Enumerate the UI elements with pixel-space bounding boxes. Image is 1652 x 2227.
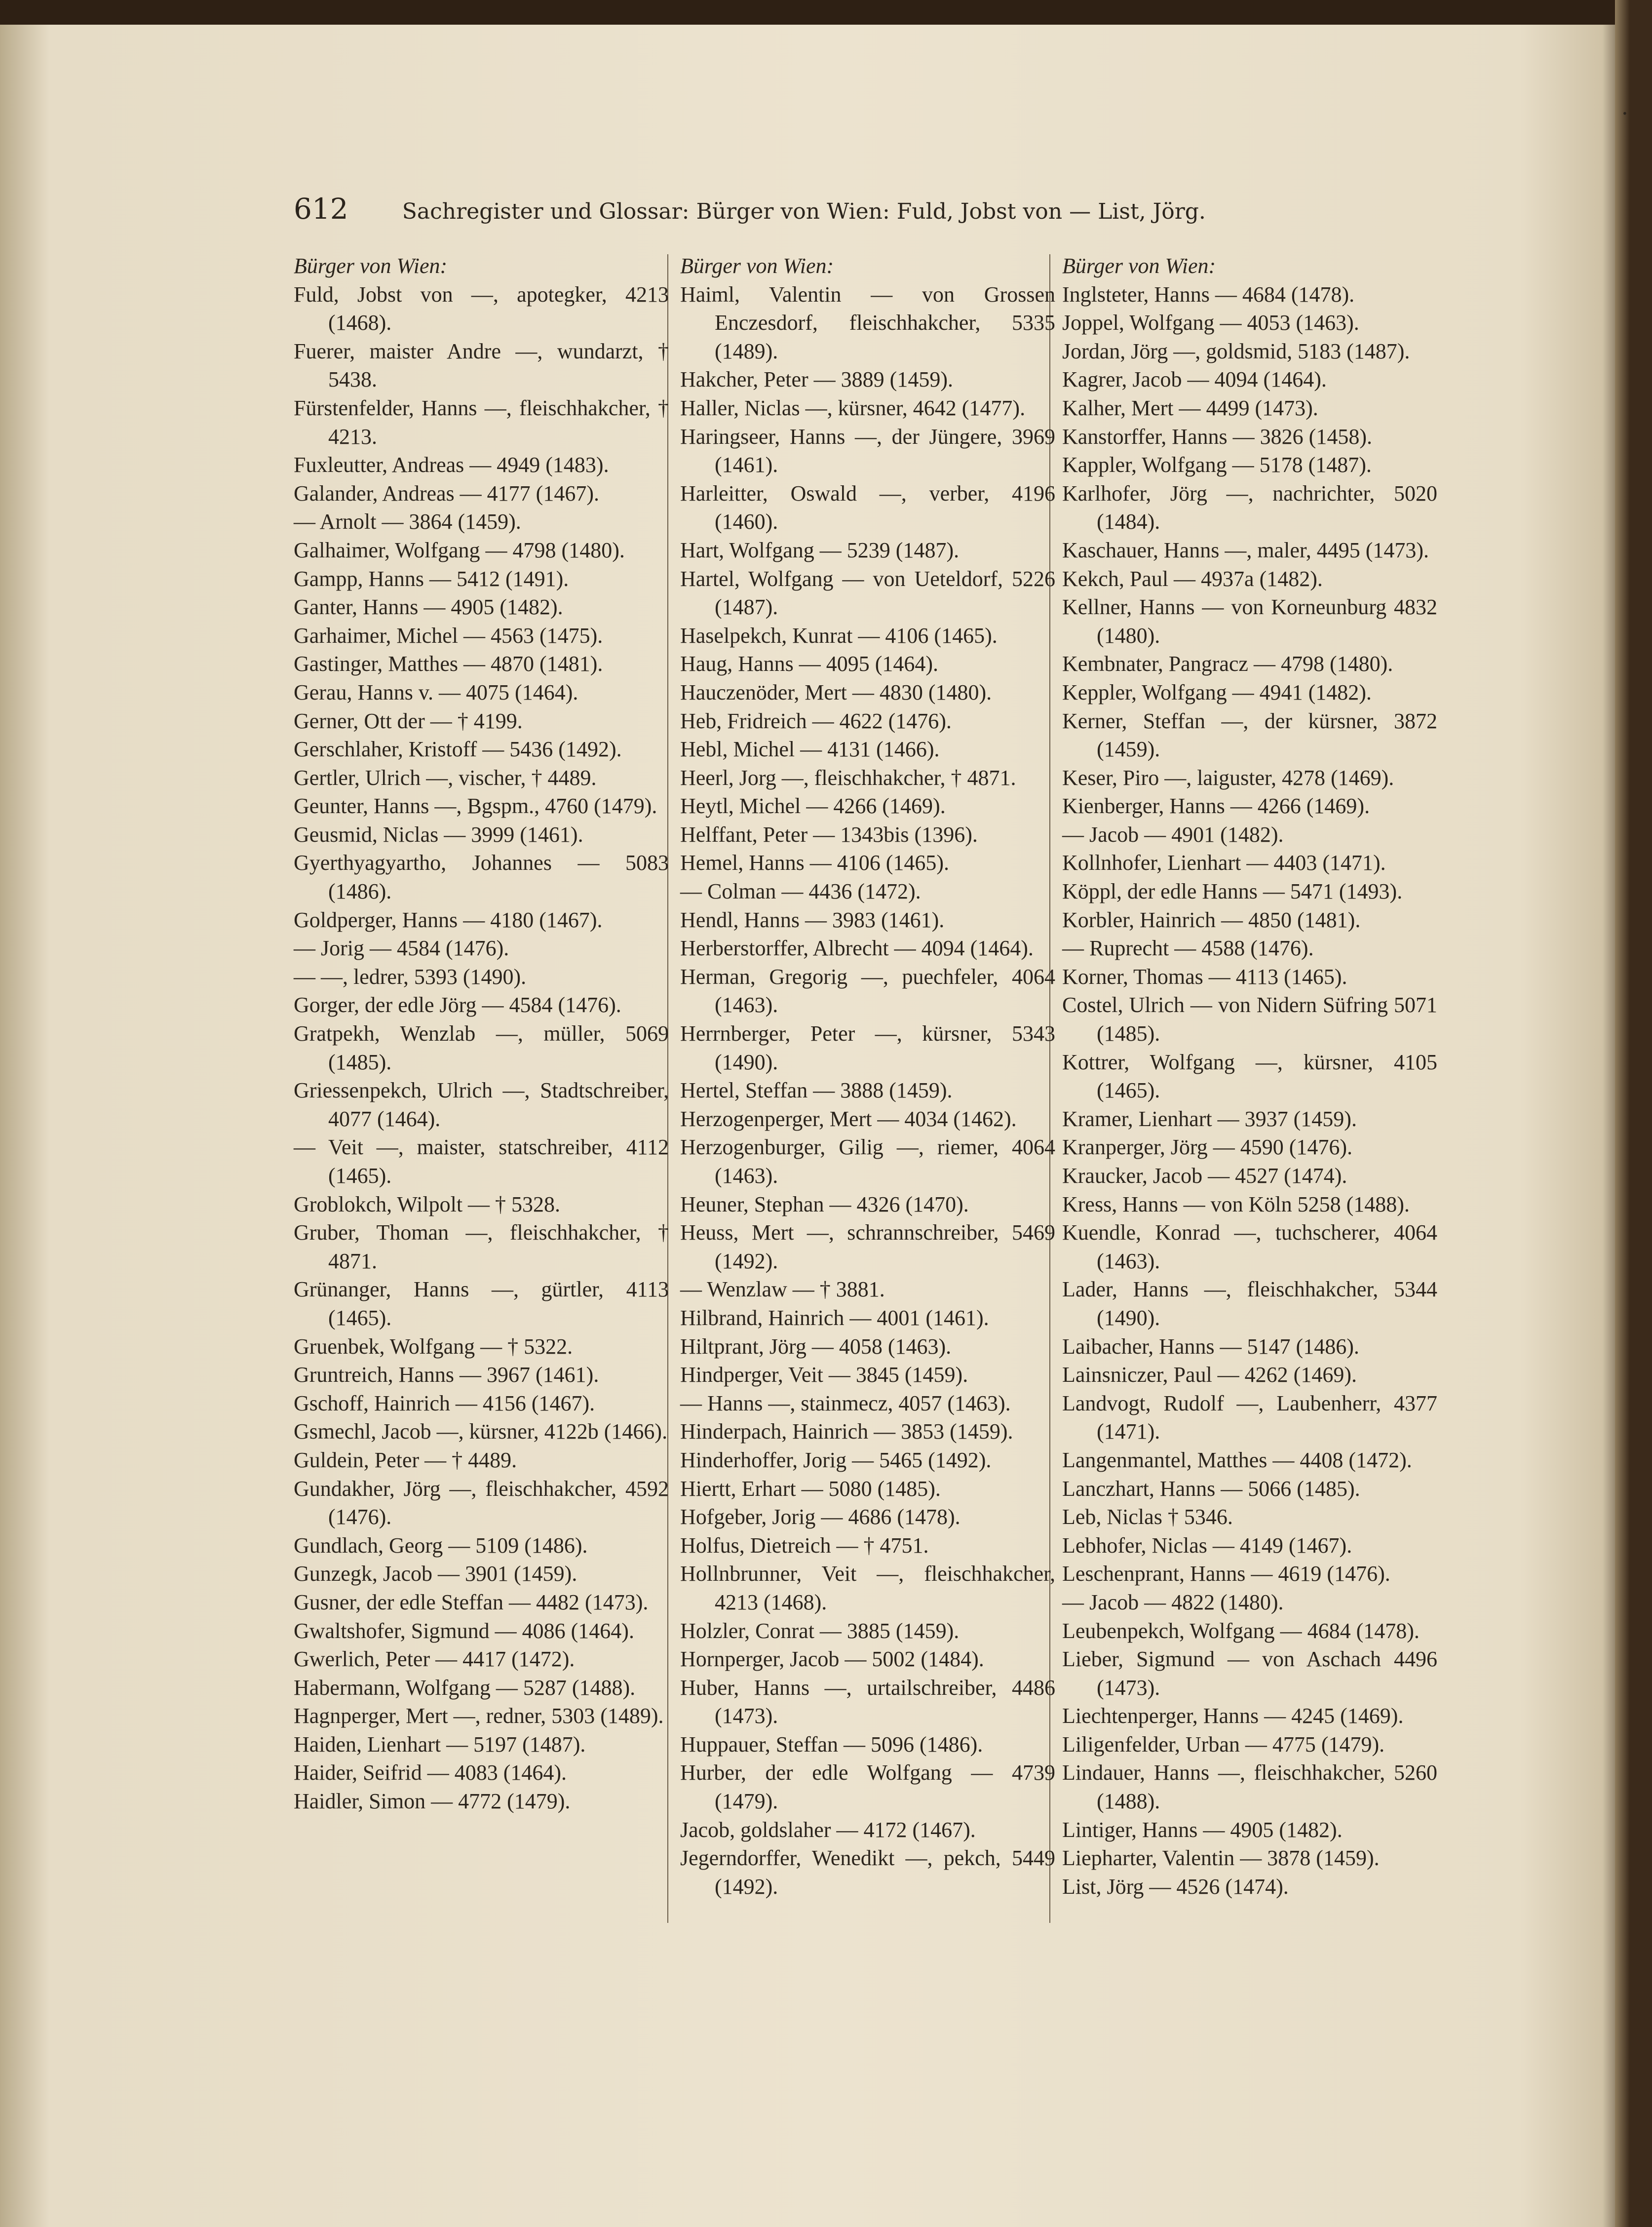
index-entry: Helffant, Peter — 1343bis (1396). <box>680 822 978 847</box>
index-entry: Kraucker, Jacob — 4527 (1474). <box>1062 1164 1347 1188</box>
scan-border-right <box>1615 0 1652 2227</box>
index-entry: Herrnberger, Peter —, kürsner, 5343 (1490). <box>680 1021 1055 1074</box>
page-number: 612 <box>294 192 348 226</box>
index-entry: Lanczhart, Hanns — 5066 (1485). <box>1062 1476 1360 1501</box>
running-header <box>294 192 1296 226</box>
index-entry: Haiml, Valentin — von Grossen Enczesdorf, fleischhakcher, 5335 (1489). <box>680 282 1055 363</box>
index-entry: Gusner, der edle Steffan — 4482 (1473). <box>294 1590 649 1614</box>
index-entry: Leubenpekch, Wolfgang — 4684 (1478). <box>1062 1618 1420 1643</box>
index-entry: Hart, Wolfgang — 5239 (1487). <box>680 538 960 562</box>
index-entry: Fuxleutter, Andreas — 4949 (1483). <box>294 453 609 477</box>
index-entry: Gyerthyagyartho, Johannes — 5083 (1486). <box>294 851 669 904</box>
index-entry: Hendl, Hanns — 3983 (1461). <box>680 907 945 932</box>
index-entry: Kanstorffer, Hanns — 3826 (1458). <box>1062 424 1372 449</box>
index-entry: Heb, Fridreich — 4622 (1476). <box>680 708 952 733</box>
index-entry: Holfus, Dietreich — † 4751. <box>680 1533 929 1558</box>
index-entry: Gastinger, Matthes — 4870 (1481). <box>294 652 603 676</box>
index-entry: Köppl, der edle Hanns — 5471 (1493). <box>1062 879 1403 904</box>
index-entry: Herzogenburger, Gilig —, riemer, 4064 (1463). <box>680 1135 1055 1188</box>
index-entry: Jacob, goldslaher — 4172 (1467). <box>680 1817 976 1842</box>
index-entry: Garhaimer, Michel — 4563 (1475). <box>294 623 603 648</box>
index-entry: Gruenbek, Wolfgang — † 5322. <box>294 1334 573 1359</box>
index-entry: Karlhofer, Jörg —, nachrichter, 5020 (1484). <box>1062 481 1437 534</box>
index-entry: Hindperger, Veit — 3845 (1459). <box>680 1363 968 1387</box>
index-entry: Hebl, Michel — 4131 (1466). <box>680 737 940 762</box>
index-entry: Lainsniczer, Paul — 4262 (1469). <box>1062 1363 1357 1387</box>
index-entry: Griessenpekch, Ulrich —, Stadtschreiber, 4077 (1464). <box>294 1078 669 1131</box>
index-entry: Guldein, Peter — † 4489. <box>294 1447 517 1472</box>
index-entry: Hurber, der edle Wolfgang — 4739 (1479). <box>680 1760 1055 1814</box>
index-entry: Gwaltshofer, Sigmund — 4086 (1464). <box>294 1618 634 1643</box>
index-entry: Haller, Niclas —, kürsner, 4642 (1477). <box>680 395 1026 420</box>
index-entry: Gundlach, Georg — 5109 (1486). <box>294 1533 588 1558</box>
index-entry: Herberstorffer, Albrecht — 4094 (1464). <box>680 936 1034 961</box>
index-entry: Heuner, Stephan — 4326 (1470). <box>680 1192 969 1216</box>
index-entry: Joppel, Wolfgang — 4053 (1463). <box>1062 311 1359 335</box>
index-entry: Kienberger, Hanns — 4266 (1469). <box>1062 794 1370 819</box>
index-entry: Gruber, Thoman —, fleischhakcher, † 4871. <box>294 1220 669 1273</box>
index-entry: Gratpekh, Wenzlab —, müller, 5069 (1485). <box>294 1021 669 1074</box>
index-entry: Gerner, Ott der — † 4199. <box>294 708 523 733</box>
index-entry: Keppler, Wolfgang — 4941 (1482). <box>1062 680 1372 704</box>
index-entry: — Colman — 4436 (1472). <box>680 879 921 904</box>
index-entry: Kappler, Wolfgang — 5178 (1487). <box>1062 453 1372 477</box>
index-entry: Hiltprant, Jörg — 4058 (1463). <box>680 1334 952 1359</box>
index-entry: Gundakher, Jörg —, fleischhakcher, 4592 (1476). <box>294 1476 669 1529</box>
margin-mark: · <box>1621 101 1628 126</box>
index-entry: Heerl, Jorg —, fleischhakcher, † 4871. <box>680 765 1016 790</box>
column-heading: Bürger von Wien: <box>294 254 448 278</box>
index-entry: Kollnhofer, Lienhart — 4403 (1471). <box>1062 851 1386 875</box>
index-entry: Hinderpach, Hainrich — 3853 (1459). <box>680 1419 1013 1444</box>
index-entry: Langenmantel, Matthes — 4408 (1472). <box>1062 1447 1412 1472</box>
index-entry: Korbler, Hainrich — 4850 (1481). <box>1062 907 1361 932</box>
running-title: Sachregister und Glossar: Bürger von Wien: Fuld, Jobst von — List, Jörg. <box>402 199 1206 224</box>
index-entry: Heuss, Mert —, schrannschreiber, 5469 (1492). <box>680 1220 1055 1273</box>
index-entry: Kaschauer, Hanns —, maler, 4495 (1473). <box>1062 538 1429 562</box>
index-entry: Hornperger, Jacob — 5002 (1484). <box>680 1647 984 1672</box>
index-entry: Hemel, Hanns — 4106 (1465). <box>680 851 950 875</box>
index-entry: Hertel, Steffan — 3888 (1459). <box>680 1078 953 1103</box>
index-entry: Haider, Seifrid — 4083 (1464). <box>294 1760 567 1785</box>
index-entry: — Jorig — 4584 (1476). <box>294 936 509 961</box>
index-entry: Haug, Hanns — 4095 (1464). <box>680 652 939 676</box>
index-entry: Kottrer, Wolfgang —, kürsner, 4105 (1465). <box>1062 1050 1437 1103</box>
index-entry: Liligenfelder, Urban — 4775 (1479). <box>1062 1732 1385 1757</box>
index-entry: Jordan, Jörg —, goldsmid, 5183 (1487). <box>1062 339 1410 363</box>
index-entry: Huppauer, Steffan — 5096 (1486). <box>680 1732 983 1757</box>
index-entry: Galander, Andreas — 4177 (1467). <box>294 481 599 506</box>
index-entry: Lindauer, Hanns —, fleischhakcher, 5260 (1488). <box>1062 1760 1437 1814</box>
index-entry: Haiden, Lienhart — 5197 (1487). <box>294 1732 586 1757</box>
index-entry: Herzogenperger, Mert — 4034 (1462). <box>680 1106 1017 1131</box>
index-entry: Hilbrand, Hainrich — 4001 (1461). <box>680 1305 989 1330</box>
index-entry: Gorger, der edle Jörg — 4584 (1476). <box>294 993 621 1017</box>
index-entry: Kuendle, Konrad —, tuchscherer, 4064 (1463). <box>1062 1220 1437 1273</box>
index-entry: Liechtenperger, Hanns — 4245 (1469). <box>1062 1704 1404 1728</box>
index-entry: Habermann, Wolfgang — 5287 (1488). <box>294 1675 636 1700</box>
index-entry: Holzler, Conrat — 3885 (1459). <box>680 1618 960 1643</box>
index-entry: Haidler, Simon — 4772 (1479). <box>294 1789 571 1814</box>
index-entry: Hartel, Wolfgang — von Ueteldorf, 5226 (1487). <box>680 566 1055 620</box>
index-entry: Lebhofer, Niclas — 4149 (1467). <box>1062 1533 1352 1558</box>
index-entry: Kramer, Lienhart — 3937 (1459). <box>1062 1106 1357 1131</box>
scan-border-top <box>0 0 1652 25</box>
index-entry: Harleitter, Oswald —, verber, 4196 (1460). <box>680 481 1055 534</box>
index-entry: Geunter, Hanns —, Bgspm., 4760 (1479). <box>294 794 657 819</box>
index-entry: Kembnater, Pangracz — 4798 (1480). <box>1062 652 1393 676</box>
index-entry: Inglsteter, Hanns — 4684 (1478). <box>1062 282 1355 307</box>
index-entry: Ganter, Hanns — 4905 (1482). <box>294 595 563 620</box>
index-entry: Hagnperger, Mert —, redner, 5303 (1489). <box>294 1704 664 1728</box>
index-entry: Hiertt, Erhart — 5080 (1485). <box>680 1476 941 1501</box>
index-entry: Jegerndorffer, Wenedikt —, pekch, 5449 (1492). <box>680 1846 1055 1899</box>
index-entry: — Veit —, maister, statschreiber, 4112 (1465). <box>294 1135 669 1188</box>
index-entry: Laibacher, Hanns — 5147 (1486). <box>1062 1334 1359 1359</box>
column-heading: Bürger von Wien: <box>1062 254 1216 278</box>
index-entry: Goldperger, Hanns — 4180 (1467). <box>294 907 603 932</box>
index-entry: — Jacob — 4901 (1482). <box>1062 822 1284 847</box>
index-column-2 <box>680 252 1055 1901</box>
column-heading: Bürger von Wien: <box>680 254 834 278</box>
index-entry: Gruntreich, Hanns — 3967 (1461). <box>294 1363 599 1387</box>
index-entry: Kalher, Mert — 4499 (1473). <box>1062 395 1318 420</box>
index-entry: Liepharter, Valentin — 3878 (1459). <box>1062 1846 1380 1871</box>
index-entry: Kekch, Paul — 4937a (1482). <box>1062 566 1323 591</box>
index-entry: Leb, Niclas † 5346. <box>1062 1505 1233 1529</box>
index-entry: Galhaimer, Wolfgang — 4798 (1480). <box>294 538 625 562</box>
index-entry: Gschoff, Hainrich — 4156 (1467). <box>294 1391 595 1415</box>
index-entry: Costel, Ulrich — von Nidern Süfring 5071 (1485). <box>1062 993 1437 1046</box>
index-column-3 <box>1062 252 1437 1901</box>
index-entry: Gsmechl, Jacob —, kürsner, 4122b (1466). <box>294 1419 668 1444</box>
index-entry: Lintiger, Hanns — 4905 (1482). <box>1062 1817 1343 1842</box>
index-entry: Hinderhoffer, Jorig — 5465 (1492). <box>680 1447 992 1472</box>
index-entry: Fuerer, maister Andre —, wundarzt, † 5438. <box>294 339 669 392</box>
index-entry: Landvogt, Rudolf —, Laubenherr, 4377 (1471). <box>1062 1391 1437 1444</box>
index-entry: Hofgeber, Jorig — 4686 (1478). <box>680 1505 960 1529</box>
index-entry: Haselpekch, Kunrat — 4106 (1465). <box>680 623 998 648</box>
index-entry: Gerau, Hanns v. — 4075 (1464). <box>294 680 578 704</box>
index-entry: Kerner, Steffan —, der kürsner, 3872 (1459). <box>1062 708 1437 762</box>
index-entry: — Wenzlaw — † 3881. <box>680 1277 885 1302</box>
index-entry: — Jacob — 4822 (1480). <box>1062 1590 1284 1614</box>
index-entry: Heytl, Michel — 4266 (1469). <box>680 794 946 819</box>
index-entry: Haringseer, Hanns —, der Jüngere, 3969 (1461). <box>680 424 1055 477</box>
index-entry: Hollnbrunner, Veit —, fleischhakcher, 4213 (1468). <box>680 1562 1055 1614</box>
index-column-1 <box>294 252 669 1816</box>
index-entry: — Hanns —, stainmecz, 4057 (1463). <box>680 1391 1011 1415</box>
index-entry: — —, ledrer, 5393 (1490). <box>294 964 527 989</box>
index-entry: Hakcher, Peter — 3889 (1459). <box>680 367 953 392</box>
index-entry: Korner, Thomas — 4113 (1465). <box>1062 964 1347 989</box>
index-entry: Gunzegk, Jacob — 3901 (1459). <box>294 1562 577 1586</box>
index-entry: Lader, Hanns —, fleischhakcher, 5344 (1490). <box>1062 1277 1437 1330</box>
index-entry: Hauczenöder, Mert — 4830 (1480). <box>680 680 992 704</box>
index-entry: Kagrer, Jacob — 4094 (1464). <box>1062 367 1327 392</box>
index-entry: Huber, Hanns —, urtailschreiber, 4486 (1473). <box>680 1675 1055 1728</box>
index-entry: Kellner, Hanns — von Korneunburg 4832 (1480). <box>1062 595 1437 648</box>
index-entry: List, Jörg — 4526 (1474). <box>1062 1874 1289 1899</box>
index-entry: Gerschlaher, Kristoff — 5436 (1492). <box>294 737 622 762</box>
index-entry: Lieber, Sigmund — von Aschach 4496 (1473). <box>1062 1647 1437 1700</box>
index-entry: Leschenprant, Hanns — 4619 (1476). <box>1062 1562 1390 1586</box>
index-entry: Groblokch, Wilpolt — † 5328. <box>294 1192 561 1216</box>
index-entry: Gertler, Ulrich —, vischer, † 4489. <box>294 765 597 790</box>
index-entry: Kress, Hanns — von Köln 5258 (1488). <box>1062 1192 1410 1216</box>
index-entry: Geusmid, Niclas — 3999 (1461). <box>294 822 583 847</box>
index-entry: Gampp, Hanns — 5412 (1491). <box>294 566 569 591</box>
index-entry: — Arnolt — 3864 (1459). <box>294 509 521 534</box>
index-entry: Fuld, Jobst von —, apotegker, 4213 (1468). <box>294 282 669 335</box>
index-entry: Keser, Piro —, laiguster, 4278 (1469). <box>1062 765 1394 790</box>
index-entry: Kranperger, Jörg — 4590 (1476). <box>1062 1135 1353 1160</box>
index-entry: Fürstenfelder, Hanns —, fleischhakcher, † 4213. <box>294 395 669 449</box>
index-entry: Grünanger, Hanns —, gürtler, 4113 (1465). <box>294 1277 669 1330</box>
index-entry: Herman, Gregorig —, puechfeler, 4064 (1463). <box>680 964 1055 1017</box>
index-entry: — Ruprecht — 4588 (1476). <box>1062 936 1314 961</box>
index-entry: Gwerlich, Peter — 4417 (1472). <box>294 1647 575 1672</box>
